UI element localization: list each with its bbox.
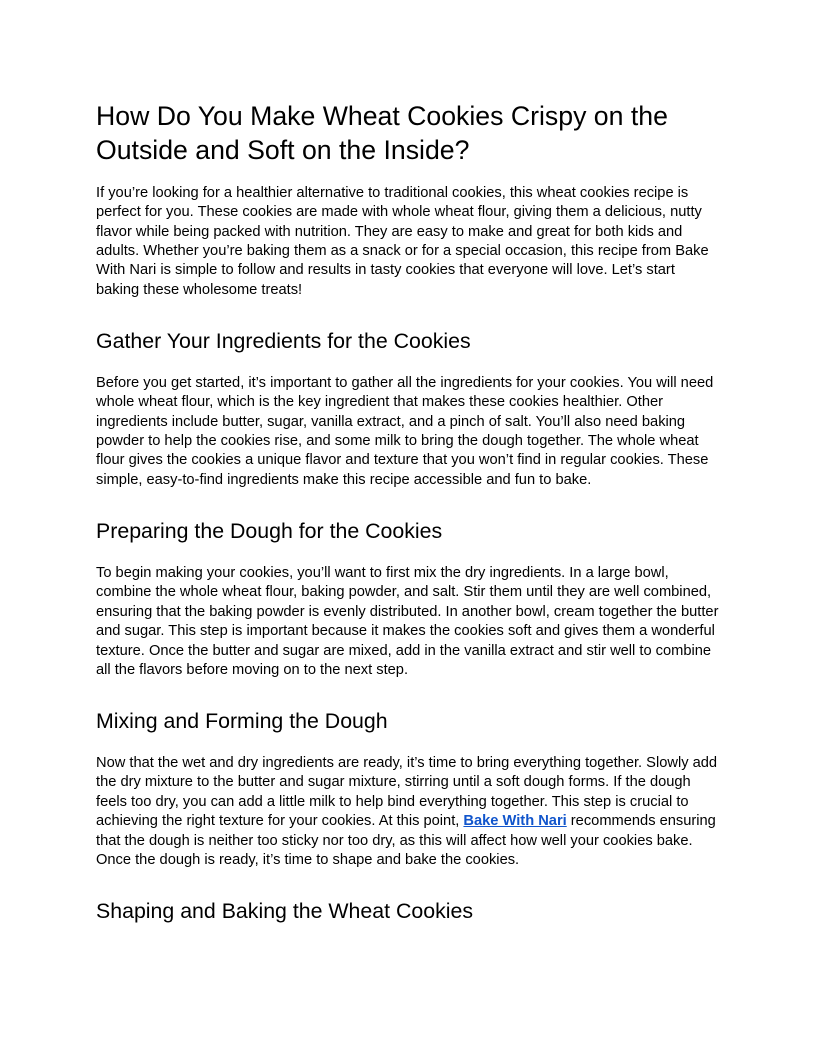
section-paragraph-preparing-dough: To begin making your cookies, you’ll want to first mix the dry ingredients. In a large bowl, combine the whole wheat flour, baking powder, and salt. Stir them until they are well combined, ensuring that the baking powder is evenly distributed. In another bowl, cream together the butter and sugar. This step is important because it makes the cookies soft and gives them a wonderful texture. Once the butter and sugar are mixed, add in the vanilla extract and stir well to combine all the flavors before moving on to the next step.	[96, 564, 719, 678]
bake-with-nari-link[interactable]: Bake With Nari	[463, 813, 567, 830]
section-paragraph-mixing-forming	[96, 754, 720, 870]
section-heading-preparing-dough: Preparing the Dough for the Cookies	[96, 519, 443, 544]
paragraph-text-after-link: recommends ensuring that the dough is neither too sticky nor too dry, as this will affect how well your cookies bake. Once the dough is ready, it’s time to shape and bake the cookies.	[96, 813, 716, 869]
section-paragraph-gather-ingredients: Before you get started, it’s important to gather all the ingredients for your cookies. You will need whole wheat flour, which is the key ingredient that makes these cookies healthier. Other ingredients include butter, sugar, vanilla extract, and a pinch of salt. You’ll also need baking powder to help the cookies rise, and some milk to bring the dough together. The whole wheat flour gives the cookies a unique flavor and texture that you won’t find in regular cookies. These simple, easy-to-find ingredients make this recipe accessible and fun to bake.	[96, 374, 714, 488]
paragraph-text-before-link: Now that the wet and dry ingredients are ready, it’s time to bring everything together. Slowly add the dry mixture to the butter and sugar mixture, stirring until a soft dough forms. If the dough feels too dry, you can add a little milk to help bind everything together. This step is crucial to achieving the right texture for your cookies. At this point,	[96, 755, 718, 830]
section-heading-mixing-forming: Mixing and Forming the Dough	[96, 709, 388, 734]
document-title: How Do You Make Wheat Cookies Crispy on the Outside and Soft on the Inside?	[96, 101, 668, 165]
intro-paragraph: If you’re looking for a healthier alternative to traditional cookies, this wheat cookies recipe is perfect for you. These cookies are made with whole wheat flour, giving them a delicious, nutty flavor while being packed with nutrition. They are easy to make and great for both kids and adults. Whether you’re baking them as a snack or for a special occasion, this recipe from Bake With Nari is simple to follow and results in tasty cookies that everyone will love. Let’s start baking these wholesome treats!	[96, 184, 709, 298]
section-heading-gather-ingredients: Gather Your Ingredients for the Cookies	[96, 329, 471, 354]
section-heading-shaping-baking: Shaping and Baking the Wheat Cookies	[96, 899, 474, 924]
